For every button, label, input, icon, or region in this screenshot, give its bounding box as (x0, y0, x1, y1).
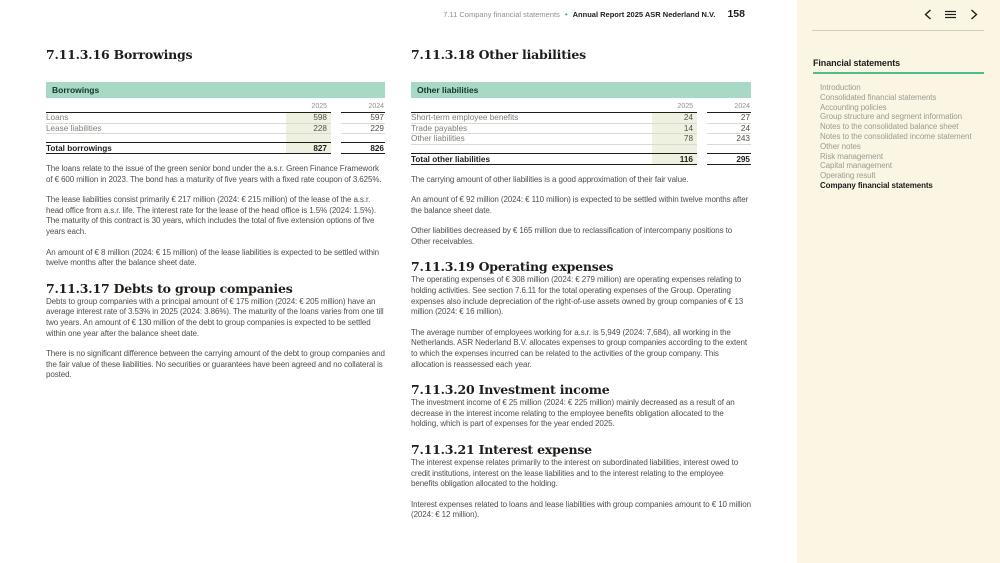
table-title: Other liabilities (411, 82, 751, 98)
paragraph: The average number of employees working for a.s.r. is 5,949 (2024: 7,684), all working in the Netherlands. ASR Nederland B.V. allocates expenses to group companies according to the extent to which the expenses incurred can be related to the activities of the group company. This allocation is reassessed each year. (411, 327, 747, 369)
menu-icon[interactable] (945, 9, 956, 20)
sidebar-item-introduction[interactable]: Introduction (820, 83, 861, 92)
table-total-row: Total other liabilities 116 295 (411, 154, 750, 164)
sidebar-item-other-notes[interactable]: Other notes (820, 141, 861, 151)
table-row: Other liabilities 78 243 (411, 134, 750, 143)
paragraph: The operating expenses of € 308 million (2024: € 279 million) are operating expenses relating to holding activities. See section 7.6.11 for the total operating expenses of the Group. Operating expenses also include depreciation of the right-of-use assets owned by group companies of € 13 million (2024: € 16 million). (411, 275, 744, 317)
right-column (411, 47, 751, 521)
table-spacer-row (411, 145, 751, 153)
sidebar-divider (812, 30, 984, 31)
chapter-nav-accent-rule (813, 72, 984, 74)
section-heading-interest-expense: 7.11.3.21 Interest expense (411, 442, 592, 457)
sidebar-item-consolidated-financial-statements[interactable]: Consolidated financial statements (820, 92, 937, 102)
sidebar-item-group-structure[interactable]: Group structure and segment information (820, 112, 962, 122)
table-column-headers (411, 103, 751, 113)
paragraph: Interest expenses related to loans and lease liabilities with group companies amount to € 10 million (2024: € 12 million). (411, 499, 751, 520)
section-heading-borrowings: 7.11.3.16 Borrowings (46, 47, 193, 62)
section-heading-other-liabilities: 7.11.3.18 Other liabilities (411, 47, 586, 62)
table-spacer-row (46, 134, 385, 142)
sidebar-item-accounting-policies[interactable]: Accounting policies (820, 102, 887, 112)
breadcrumb-dot-icon: • (564, 10, 568, 19)
other-liabilities-table (411, 82, 751, 165)
sidebar-item-company-financial-statements[interactable]: Company financial statements (820, 180, 933, 190)
sidebar-item-capital-management[interactable]: Capital management (820, 161, 893, 171)
chapter-nav-heading: Financial statements (813, 58, 901, 68)
borrowings-table (46, 82, 385, 154)
sidebar (797, 0, 1000, 563)
paragraph: An amount of € 92 million (2024: € 110 million) is expected to be settled within twelve months after the balance sheet date. (411, 195, 749, 215)
table-column-headers (46, 103, 385, 113)
paragraph: An amount of € 8 million (2024: € 15 million) of the lease liabilities is expected to be settled within twelve months after the balance sheet date. (46, 247, 380, 268)
left-column (46, 47, 385, 521)
column-header-2025: 2025 (652, 103, 697, 113)
column-header-2024: 2024 (341, 103, 385, 113)
next-page-icon[interactable] (968, 9, 979, 20)
paragraph: Other liabilities decreased by € 165 million due to reclassification of intercompany positions to Other receivables. (411, 226, 733, 246)
table-row: Loans 598 597 (46, 113, 384, 122)
paragraph: Debts to group companies with a principal amount of € 175 million (2024: € 205 million) have an average interest rate of 3.53% in 2025 (2024: 3.86%). The maturity of the loans varies from one till two years. An amount of € 130 million of the debt to group companies is expected to be settled within one year after the balance sheet date. (46, 296, 384, 338)
column-header-2025: 2025 (286, 103, 331, 113)
paragraph: The interest expense relates primarily to the interest on subordinated liabilities, interest owed to credit institutions, interest on the lease liabilities and to the interest relating to the employee benefits obligation allocated to the holding. (411, 458, 739, 489)
page-number: 158 (727, 8, 745, 20)
breadcrumb: 7.11 Company financial statements (443, 10, 560, 19)
sidebar-item-operating-result[interactable]: Operating result (820, 171, 876, 181)
paragraph: The lease liabilities consist primarily € 217 million (2024: € 215 million) of the lease of the a.s.r. head office from a.s.r. life. The interest rate for the lease of the head office is 1.5% (2024: 1.5%). The maturity of this contract is 30 years, which includes the total of five extension options of five years each. (46, 195, 376, 236)
section-heading-operating-expenses: 7.11.3.19 Operating expenses (411, 259, 614, 275)
paragraph: The investment income of € 25 million (2024: € 225 million) mainly decreased as a result of an decrease in the interest income relating to the employee benefits obligation allocated to the holding, which is part of expenses for the year ended 2025. (411, 398, 735, 429)
paragraph: The carrying amount of other liabilities is a good approximation of their fair value. (411, 174, 689, 184)
sidebar-item-notes-income-statement[interactable]: Notes to the consolidated income statement (820, 131, 972, 141)
table-row: Trade payables 14 24 (411, 123, 750, 133)
chapter-nav-list (813, 83, 984, 191)
section-heading-investment-income: 7.11.3.20 Investment income (411, 382, 610, 398)
column-header-2024: 2024 (707, 103, 751, 113)
chapter-nav-panel (813, 58, 984, 191)
running-header (443, 8, 745, 20)
table-row: Lease liabilities 228 229 (46, 123, 384, 133)
paragraph: There is no significant difference between the carrying amount of the debt to group companies and the fair value of these liabilities. No securities or guarantees have been agreed and no collateral is posted. (46, 349, 385, 380)
table-title: Borrowings (46, 82, 385, 98)
report-title: Annual Report 2025 ASR Nederland N.V. (572, 10, 716, 19)
table-total-row: Total borrowings 827 826 (46, 144, 384, 153)
section-heading-debts-to-group-companies: 7.11.3.17 Debts to group companies (46, 280, 293, 296)
previous-page-icon[interactable] (922, 9, 933, 20)
paragraph: The loans relate to the issue of the green senior bond under the a.s.r. Green Finance Framework of € 600 million in 2023. The bond has a maturity of five years with a fixed rate coupon of 3.625%. (46, 164, 382, 184)
sidebar-item-notes-balance-sheet[interactable]: Notes to the consolidated balance sheet (820, 122, 959, 132)
pager-controls (922, 9, 979, 20)
table-row: Short-term employee benefits 24 27 (411, 113, 750, 122)
sidebar-item-risk-management[interactable]: Risk management (820, 151, 883, 161)
